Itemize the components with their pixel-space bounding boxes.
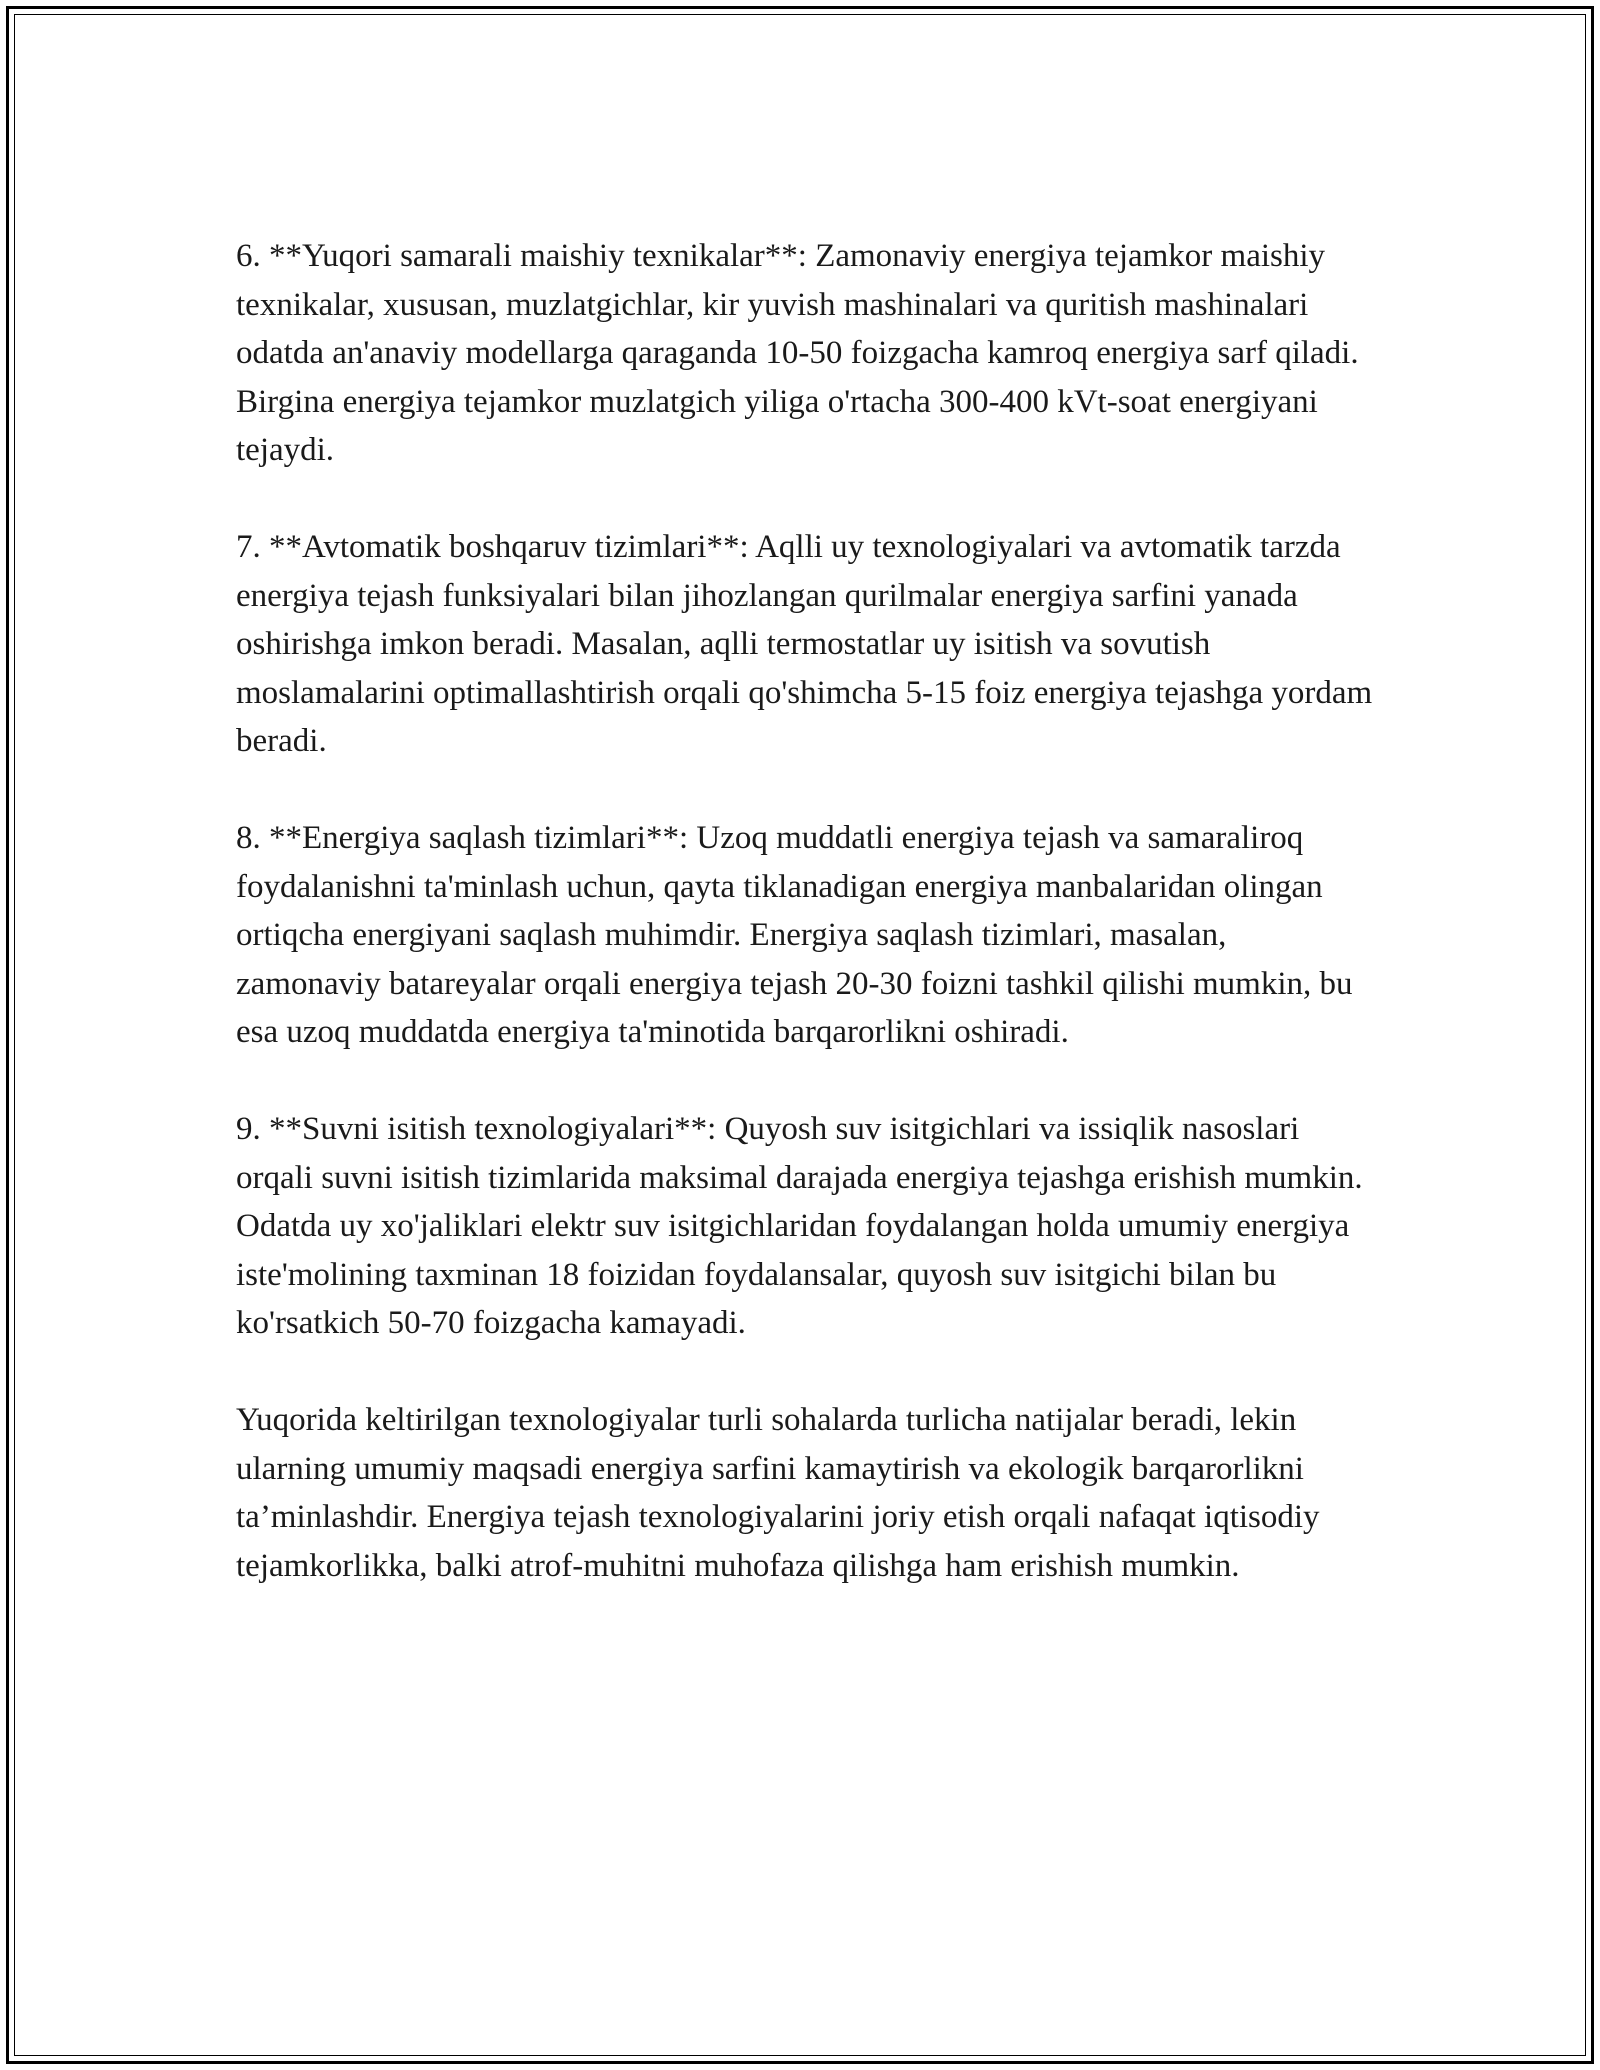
paragraph-conclusion: Yuqorida keltirilgan texnologiyalar turli sohalarda turlicha natijalar beradi, lekin ularning umumiy maqsadi energiya sarfini kamaytirish va ekologik barqarorlikni ta’minlashdir. Energiya tejash texnologiyalarini joriy etish orqali nafaqat iqtisodiy tejamkorlikka, balki atrof-muhitni muhofaza qilishga ham erishish mumkin. [236, 1402, 1320, 1584]
paragraph-water-heating: 9. **Suvni isitish texnologiyalari**: Quyosh suv isitgichlari va issiqlik nasoslari orqali suvni isitish tizimlarida maksimal darajada energiya tejashga erishish mumkin. Odatda uy xo'jaliklari elektr suv isitgichlaridan foydalangan holda umumiy energiya iste'molining taxminan 18 foizidan foydalansalar, quyosh suv isitgichi bilan bu ko'rsatkich 50-70 foizgacha kamayadi. [236, 1111, 1363, 1341]
paragraph-energy-storage: 8. **Energiya saqlash tizimlari**: Uzoq muddatli energiya tejash va samaraliroq foydalanishni ta'minlash uchun, qayta tiklanadigan energiya manbalaridan olingan ortiqcha energiyani saqlash muhimdir. Energiya saqlash tizimlari, masalan, zamonaviy batareyalar orqali energiya tejash 20-30 foizni tashkil qilishi mumkin, bu esa uzoq muddatda energiya ta'minotida barqarorlikni oshiradi. [236, 820, 1353, 1050]
paragraph-appliances: 6. **Yuqori samarali maishiy texnikalar**: Zamonaviy energiya tejamkor maishiy texnikalar, xususan, muzlatgichlar, kir yuvish mashinalari va quritish mashinalari odatda an'anaviy modellarga qaraganda 10-50 foizgacha kamroq energiya sarf qiladi. Birgina energiya tejamkor muzlatgich yiliga o'rtacha 300-400 kVt-soat energiyani tejaydi. [236, 238, 1359, 468]
paragraph-automatic-control: 7. **Avtomatik boshqaruv tizimlari**: Aqlli uy texnologiyalari va avtomatik tarzda energiya tejash funksiyalari bilan jihozlangan qurilmalar energiya sarfini yanada oshirishga imkon beradi. Masalan, aqlli termostatlar uy isitish va sovutish moslamalarini optimallashtirish orqali qo'shimcha 5-15 foiz energiya tejashga yordam beradi. [236, 529, 1373, 759]
document-body [236, 232, 1376, 1639]
